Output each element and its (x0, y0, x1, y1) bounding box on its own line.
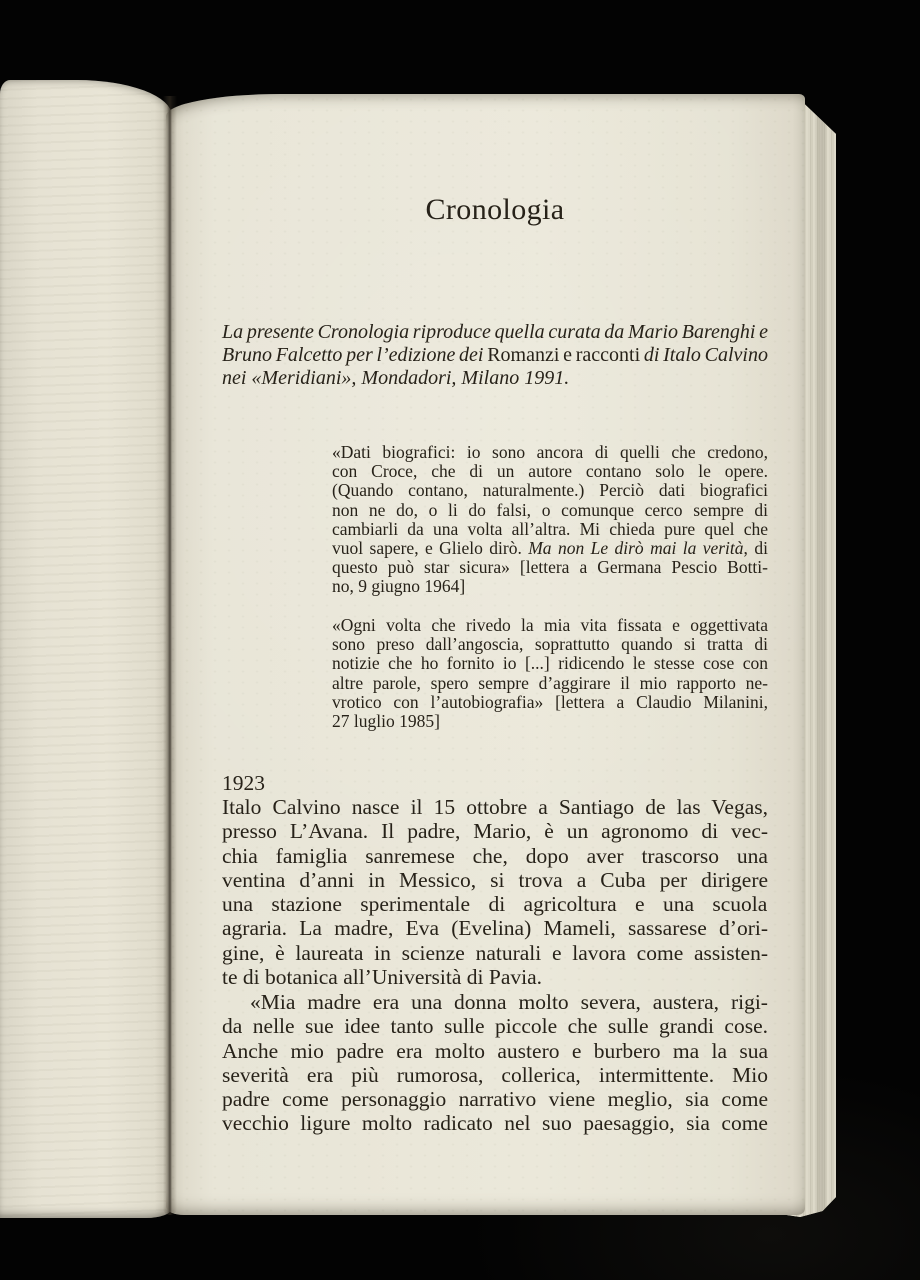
text-line: una stazione sperimentale di agricoltura e una scuola (222, 892, 768, 917)
text-line: no, 9 giugno 1964] (332, 576, 466, 597)
text-line: Anche mio padre era molto austero e burbero ma la sua (222, 1038, 769, 1063)
text-line: questo può star sicura» [lettera a Germana Pescio Botti- (332, 557, 768, 578)
quote-letter-1985 (332, 616, 768, 731)
text-line: 27 luglio 1985] (332, 711, 440, 732)
text-line: presso L’Avana. Il padre, Mario, è un agronomo di vec- (222, 819, 769, 844)
text-line: agraria. La madre, Eva (Evelina) Mameli, sassarese d’ori- (222, 916, 769, 941)
book-gutter-shadow (163, 96, 177, 1215)
paragraph-parents-quote (222, 990, 768, 1136)
text-line: «Ogni volta che rivedo la mia vita fissata e oggettivata (332, 615, 768, 635)
text-line: te di botanica all’Università di Pavia. (222, 965, 543, 990)
year-heading: 1923 (222, 771, 265, 795)
page-content (222, 94, 768, 1215)
text-line: gine, è laureata in scienze naturali e lavora come assisten- (222, 940, 768, 965)
text-line: con Croce, che di un autore contano solo le opere. (332, 461, 769, 482)
text-line: «Dati biografici: io sono ancora di quelli che credono, (332, 442, 768, 462)
page-title: Cronologia (425, 193, 565, 226)
text-line: cambiarli da una volta all’altra. Mi chieda pure quel che (332, 518, 768, 539)
quote-letter-1964 (332, 443, 768, 597)
text-line: vecchio ligure molto radicato nel suo paesaggio, sia come (222, 1111, 768, 1136)
book-page (166, 94, 805, 1215)
text-line: da nelle sue idee tanto sulle piccole che sulle grandi cose. (222, 1014, 769, 1039)
editorial-note (222, 321, 768, 390)
text-line: vrotico con l’autobiografia» [lettera a Claudio Milanini, (332, 691, 769, 712)
text-line: Bruno Falcetto per l’edizione dei Romanzi e racconti di Italo Calvino (222, 344, 768, 366)
text-line: «Mia madre era una donna molto severa, austera, rigi- (250, 990, 768, 1014)
text-line: notizie che ho fornito io [...] ridicendo le stesse cose con (332, 653, 768, 674)
facing-page (0, 80, 172, 1218)
paragraph-birth (222, 795, 768, 989)
text-line: altre parole, spero sempre d’aggirare il mio rapporto ne- (332, 672, 768, 693)
text-line: (Quando contano, naturalmente.) Perciò dati biografici (332, 480, 769, 501)
text-line: severità era più rumorosa, collerica, intermittente. Mio (222, 1062, 768, 1087)
text-line: sono preso dall’angoscia, soprattutto quando si tratta di (332, 634, 769, 655)
text-line: vuol sapere, e Glielo dirò. Ma non Le dirò mai la verità, di (332, 538, 768, 559)
text-line: non ne do, o li do falsi, o comunque cerco sempre di (332, 499, 768, 520)
text-line: Italo Calvino nasce il 15 ottobre a Santiago de las Vegas, (222, 795, 769, 819)
text-line: La presente Cronologia riproduce quella curata da Mario Barenghi e (222, 321, 769, 343)
text-line: padre come personaggio narrativo viene meglio, sia come (222, 1087, 768, 1112)
text-line: nei «Meridiani», Mondadori, Milano 1991. (222, 367, 570, 389)
text-line: chia famiglia sanremese che, dopo aver trascorso una (222, 843, 768, 868)
text-line: ventina d’anni in Messico, si trova a Cuba per dirigere (222, 867, 769, 892)
